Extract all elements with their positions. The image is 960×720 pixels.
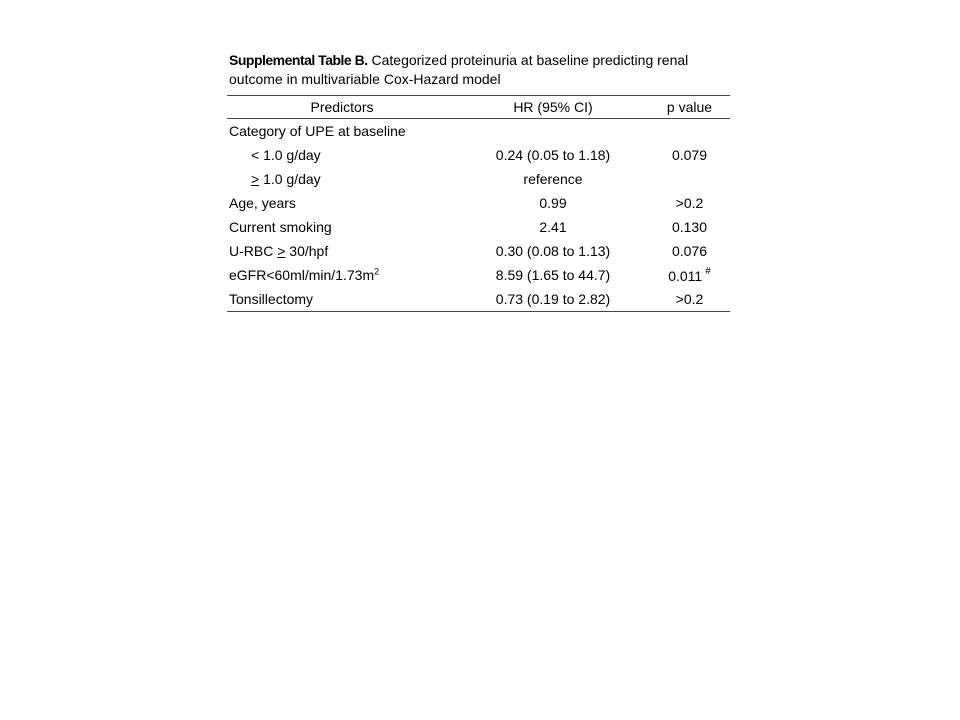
row-hr-upe-lt1: 0.24 (0.05 to 1.18) [495,147,611,163]
table-row [227,263,730,287]
row-label-urbc [227,239,457,263]
row-hr-tonsillectomy: 0.73 (0.19 to 2.82) [457,287,649,312]
table-header-row [227,96,730,119]
supplemental-table-document [227,51,730,312]
table-row [227,191,730,215]
row-label-upe-lt1: < 1.0 g/day [251,147,321,163]
row-label-age: Age, years [229,195,296,211]
table-row [227,239,730,263]
table-caption [229,51,730,89]
table-row [227,143,730,167]
row-hr-smoking: 2.41 [539,219,567,235]
row-label-upe-ge1-text: 1.0 g/day [259,171,321,187]
row-p-urbc: 0.076 [671,243,708,259]
header-predictors: Predictors [227,96,457,119]
egfr-superscript: 2 [374,266,380,277]
row-p-upe-ge1 [649,167,730,191]
row-label-tonsillectomy: Tonsillectomy [227,287,457,312]
table-row [227,287,730,312]
row-label-egfr [227,263,457,287]
table-row [227,119,730,144]
row-hr-age: 0.99 [539,195,567,211]
footnote-marker: # [705,266,711,277]
table-row [227,215,730,239]
urbc-post: 30/hpf [285,243,329,259]
row-p-egfr [649,263,730,287]
row-hr-egfr: 8.59 (1.65 to 44.7) [495,267,611,283]
urbc-pre: U-RBC [229,243,278,259]
row-p-age: >0.2 [675,195,704,211]
row-p-upe-lt1: 0.079 [671,147,708,163]
egfr-p-text: 0.011 [668,268,703,284]
row-label-category: Category of UPE at baseline [229,123,406,139]
row-p-smoking: 0.130 [671,219,708,235]
header-hr: HR (95% CI) [457,96,649,119]
row-hr-urbc: 0.30 (0.08 to 1.13) [495,243,611,259]
caption-title: Supplemental Table B. [229,52,368,68]
row-label-upe-ge1 [227,167,457,191]
caption-text: Categorized proteinuria at baseline predicting renal outcome in multivariable Cox-Hazard model [229,52,689,87]
row-hr-upe-ge1: reference [523,171,583,187]
header-p-value: p value [649,96,730,119]
cox-hazard-table [227,95,730,312]
row-p-tonsillectomy: >0.2 [649,287,730,312]
table-row [227,167,730,191]
row-label-smoking: Current smoking [229,219,332,235]
ge-symbol: > [277,243,286,259]
ge-symbol: > [251,171,260,187]
egfr-text: eGFR<60ml/min/1.73m [229,267,375,283]
